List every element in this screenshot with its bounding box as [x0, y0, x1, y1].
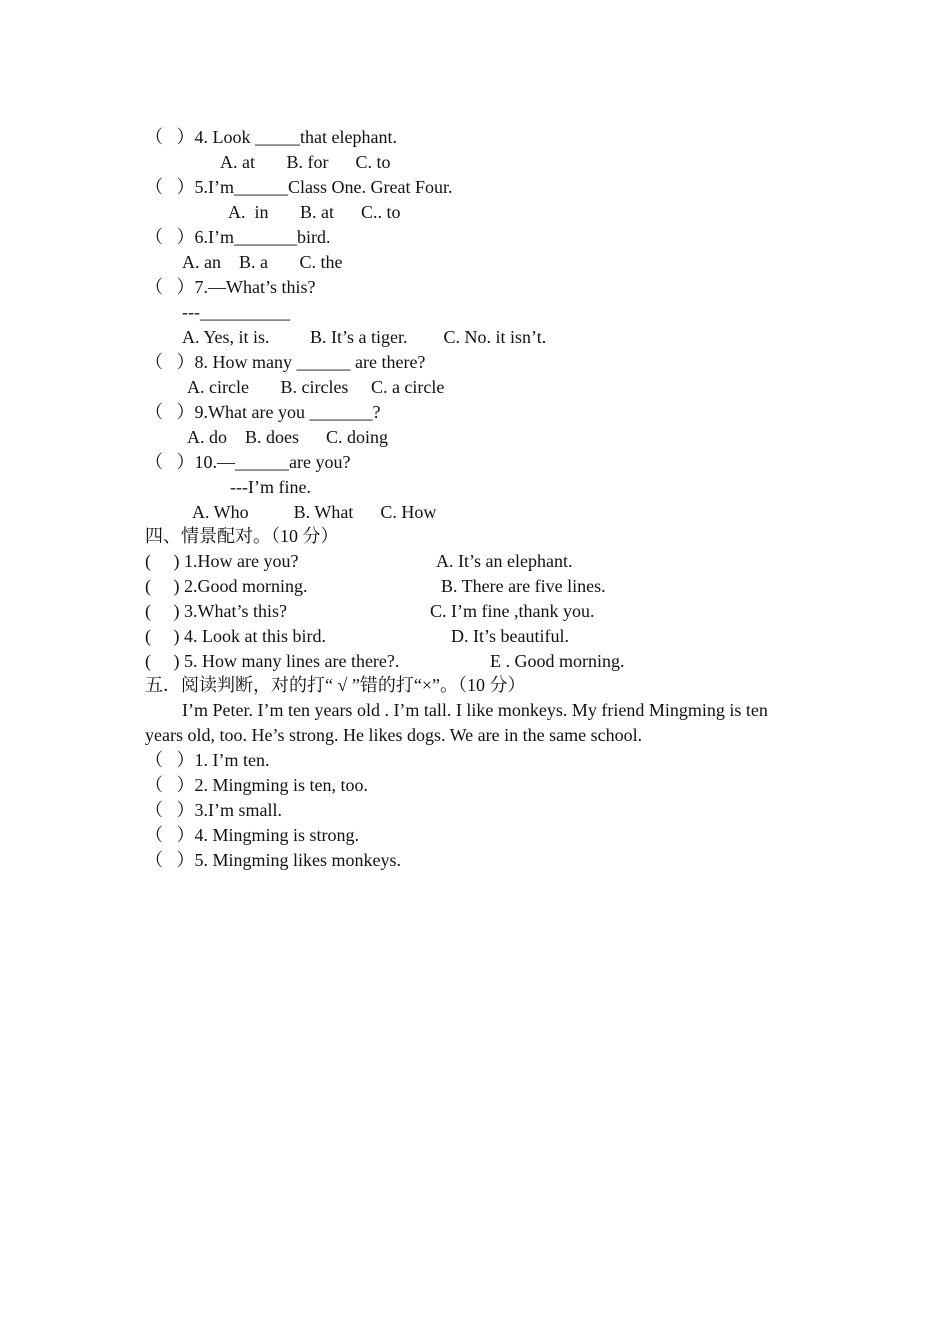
- match-answer: D. It’s beautiful.: [451, 626, 569, 646]
- judgement-item: （ ）1. I’m ten.: [145, 750, 270, 770]
- question-4: （ ）4. Look _____that elephant.: [145, 127, 397, 147]
- match-question: ( ) 1.How are you?: [145, 551, 299, 571]
- match-question: ( ) 3.What’s this?: [145, 601, 287, 621]
- question-5: （ ）5.I’m______Class One. Great Four.: [145, 177, 453, 197]
- question-8: （ ）8. How many ______ are there?: [145, 352, 426, 372]
- reading-passage-line-2: years old, too. He’s strong. He likes dogs. We are in the same school.: [145, 725, 643, 745]
- question-5-options: A. in B. at C.. to: [228, 202, 401, 222]
- question-10-reply: ---I’m fine.: [230, 477, 311, 497]
- question-6: （ ）6.I’m_______bird.: [145, 227, 331, 247]
- section-4-heading: 四、情景配对。（10 分）: [145, 526, 339, 546]
- match-question: ( ) 4. Look at this bird.: [145, 626, 326, 646]
- section-5-heading: 五．阅读判断，对的打“ √ ”错的打“×”。（10 分）: [145, 675, 526, 695]
- judgement-item: （ ）5. Mingming likes monkeys.: [145, 850, 401, 870]
- question-7: （ ）7.—What’s this?: [145, 277, 316, 297]
- question-8-options: A. circle B. circles C. a circle: [187, 377, 445, 397]
- match-question: ( ) 2.Good morning.: [145, 576, 308, 596]
- reading-passage-line-1: I’m Peter. I’m ten years old . I’m tall. I like monkeys. My friend Mingming is ten: [182, 700, 768, 720]
- question-4-options: A. at B. for C. to: [220, 152, 391, 172]
- match-answer: C. I’m fine ,thank you.: [430, 601, 595, 621]
- match-answer: E . Good morning.: [490, 651, 625, 671]
- question-10-options: A. Who B. What C. How: [192, 502, 437, 522]
- match-answer: A. It’s an elephant.: [436, 551, 573, 571]
- match-answer: B. There are five lines.: [441, 576, 606, 596]
- question-9-options: A. do B. does C. doing: [187, 427, 389, 447]
- judgement-item: （ ）2. Mingming is ten, too.: [145, 775, 369, 795]
- question-6-options: A. an B. a C. the: [182, 252, 343, 272]
- question-9: （ ）9.What are you _______?: [145, 402, 381, 422]
- question-7-options: A. Yes, it is. B. It’s a tiger. C. No. it isn’t.: [182, 327, 547, 347]
- judgement-item: （ ）3.I’m small.: [145, 800, 282, 820]
- judgement-item: （ ）4. Mingming is strong.: [145, 825, 360, 845]
- question-10: （ ）10.—______are you?: [145, 452, 351, 472]
- match-question: ( ) 5. How many lines are there?.: [145, 651, 400, 671]
- question-7-reply: ---__________: [182, 302, 290, 322]
